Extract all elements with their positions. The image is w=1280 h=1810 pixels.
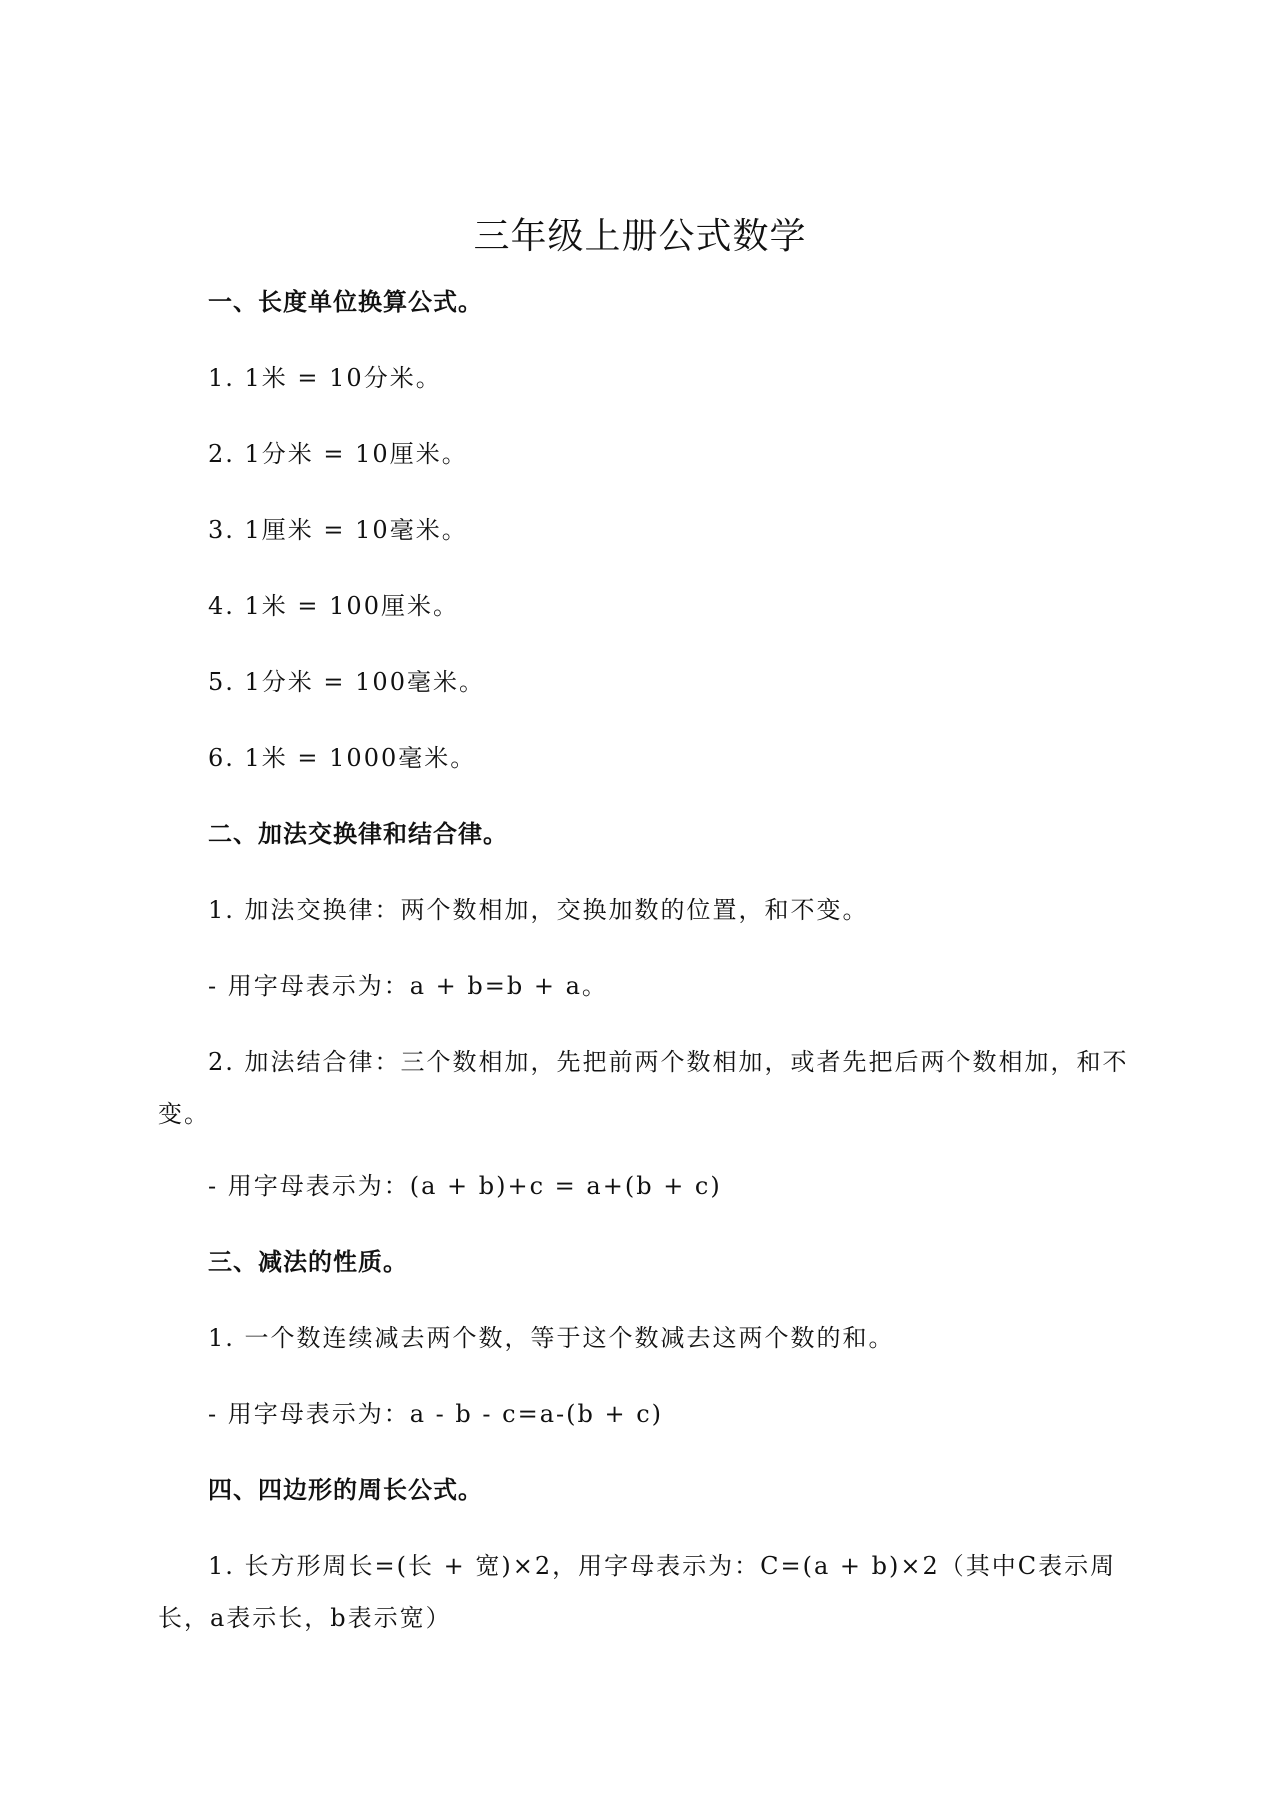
list-item-wrapped: 2. 加法结合律：三个数相加，先把前两个数相加，或者先把后两个数相加，和不变。 (158, 1048, 1129, 1128)
list-item: 2. 1分米 = 10厘米。 (208, 440, 468, 468)
list-item: - 用字母表示为：(a + b)+c = a+(b + c) (208, 1172, 722, 1200)
list-item: 1. 一个数连续减去两个数，等于这个数减去这两个数的和。 (208, 1324, 895, 1352)
list-item: 1. 1米 = 10分米。 (208, 364, 442, 392)
list-item: 5. 1分米 = 100毫米。 (208, 668, 485, 696)
document-title: 三年级上册公式数学 (473, 216, 807, 257)
list-item: - 用字母表示为：a - b - c=a-(b + c) (208, 1400, 664, 1428)
list-item: 6. 1米 = 1000毫米。 (208, 744, 477, 772)
section-heading-subtraction: 三、减法的性质。 (208, 1248, 408, 1276)
section-heading-length-units: 一、长度单位换算公式。 (208, 288, 483, 316)
list-item: - 用字母表示为：a + b=b + a。 (208, 972, 608, 1000)
list-item: 4. 1米 = 100厘米。 (208, 592, 459, 620)
section-heading-perimeter: 四、四边形的周长公式。 (208, 1476, 483, 1504)
section-heading-addition-laws: 二、加法交换律和结合律。 (208, 820, 508, 848)
list-item: 3. 1厘米 = 10毫米。 (208, 516, 468, 544)
list-item: 1. 加法交换律：两个数相加，交换加数的位置，和不变。 (208, 896, 869, 924)
list-item-wrapped: 1. 长方形周长=(长 + 宽)×2，用字母表示为：C=(a + b)×2（其中C表示周长，a表示长，b表示宽） (158, 1552, 1117, 1632)
